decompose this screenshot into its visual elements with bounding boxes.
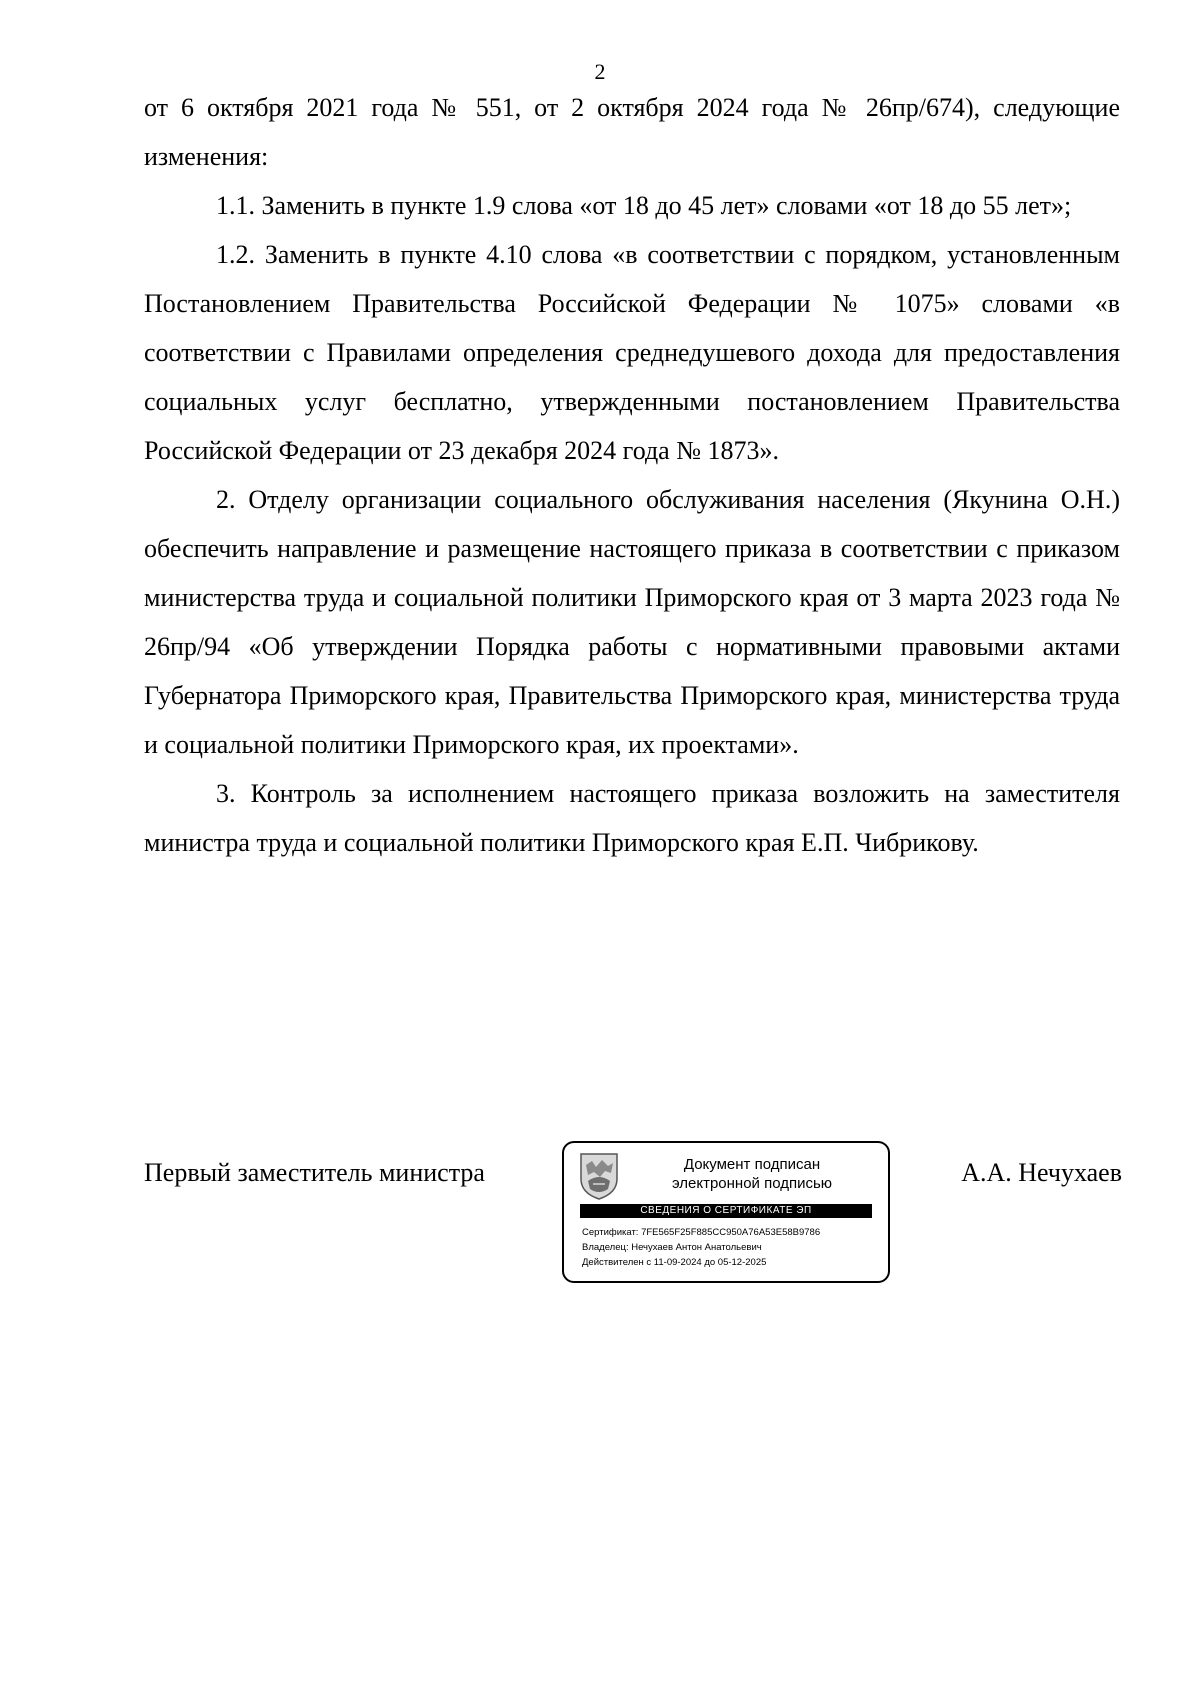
paragraph-1-1: 1.1. Заменить в пункте 1.9 слова «от 18 до 45 лет» словами «от 18 до 55 лет»; (216, 191, 1072, 220)
coat-of-arms-icon (578, 1151, 620, 1201)
certificate-number: Сертификат: 7FE565F25F885CC950A76A53E58B9786 (582, 1227, 821, 1238)
paragraph-2: 2. Отделу организации социального обслуживания населения (Якунина О.Н.) обеспечить направление и размещение настоящего приказа в соответствии с приказом министерства труда и социальной политики Приморского края от 3 марта 2023 года № 26пр/94 «Об утверждении Порядка работы с нормативными правовыми актами Губернатора Приморского края, Правительства Приморского края, министерства труда и социальной политики Приморского края, их проектами». (144, 485, 1120, 759)
electronic-signature-stamp (562, 1141, 890, 1283)
certificate-validity: Действителен с 11-09-2024 до 05-12-2025 (582, 1257, 767, 1268)
certificate-details (582, 1225, 880, 1270)
paragraph-continuation: от 6 октября 2021 года № 551, от 2 октября 2024 года № 26пр/674), следующие изменения: (144, 93, 1120, 171)
stamp-title-line2: электронной подписью (671, 1175, 833, 1192)
paragraph-1-2: 1.2. Заменить в пункте 4.10 слова «в соответствии с порядком, установленным Постановлением Правительства Российской Федерации № 1075» словами «в соответствии с Правилами определения среднедушевого дохода для предоставления социальных услуг бесплатно, утвержденными постановлением Правительства Российской Федерации от 23 декабря 2024 года № 1873». (144, 240, 1120, 465)
stamp-header (624, 1155, 880, 1193)
signatory-position: Первый заместитель министра (144, 1158, 485, 1187)
paragraph-3: 3. Контроль за исполнением настоящего приказа возложить на заместителя министра труда и социальной политики Приморского края Е.П. Чибрикову. (144, 779, 1120, 857)
page-number: 2 (594, 59, 606, 84)
stamp-title-line1: Документ подписан (683, 1156, 821, 1173)
signatory-name: А.А. Нечухаев (961, 1158, 1122, 1187)
document-body (144, 83, 1120, 867)
certificate-info-bar: СВЕДЕНИЯ О СЕРТИФИКАТЕ ЭП (580, 1204, 872, 1218)
certificate-owner: Владелец: Нечухаев Антон Анатольевич (582, 1242, 762, 1253)
